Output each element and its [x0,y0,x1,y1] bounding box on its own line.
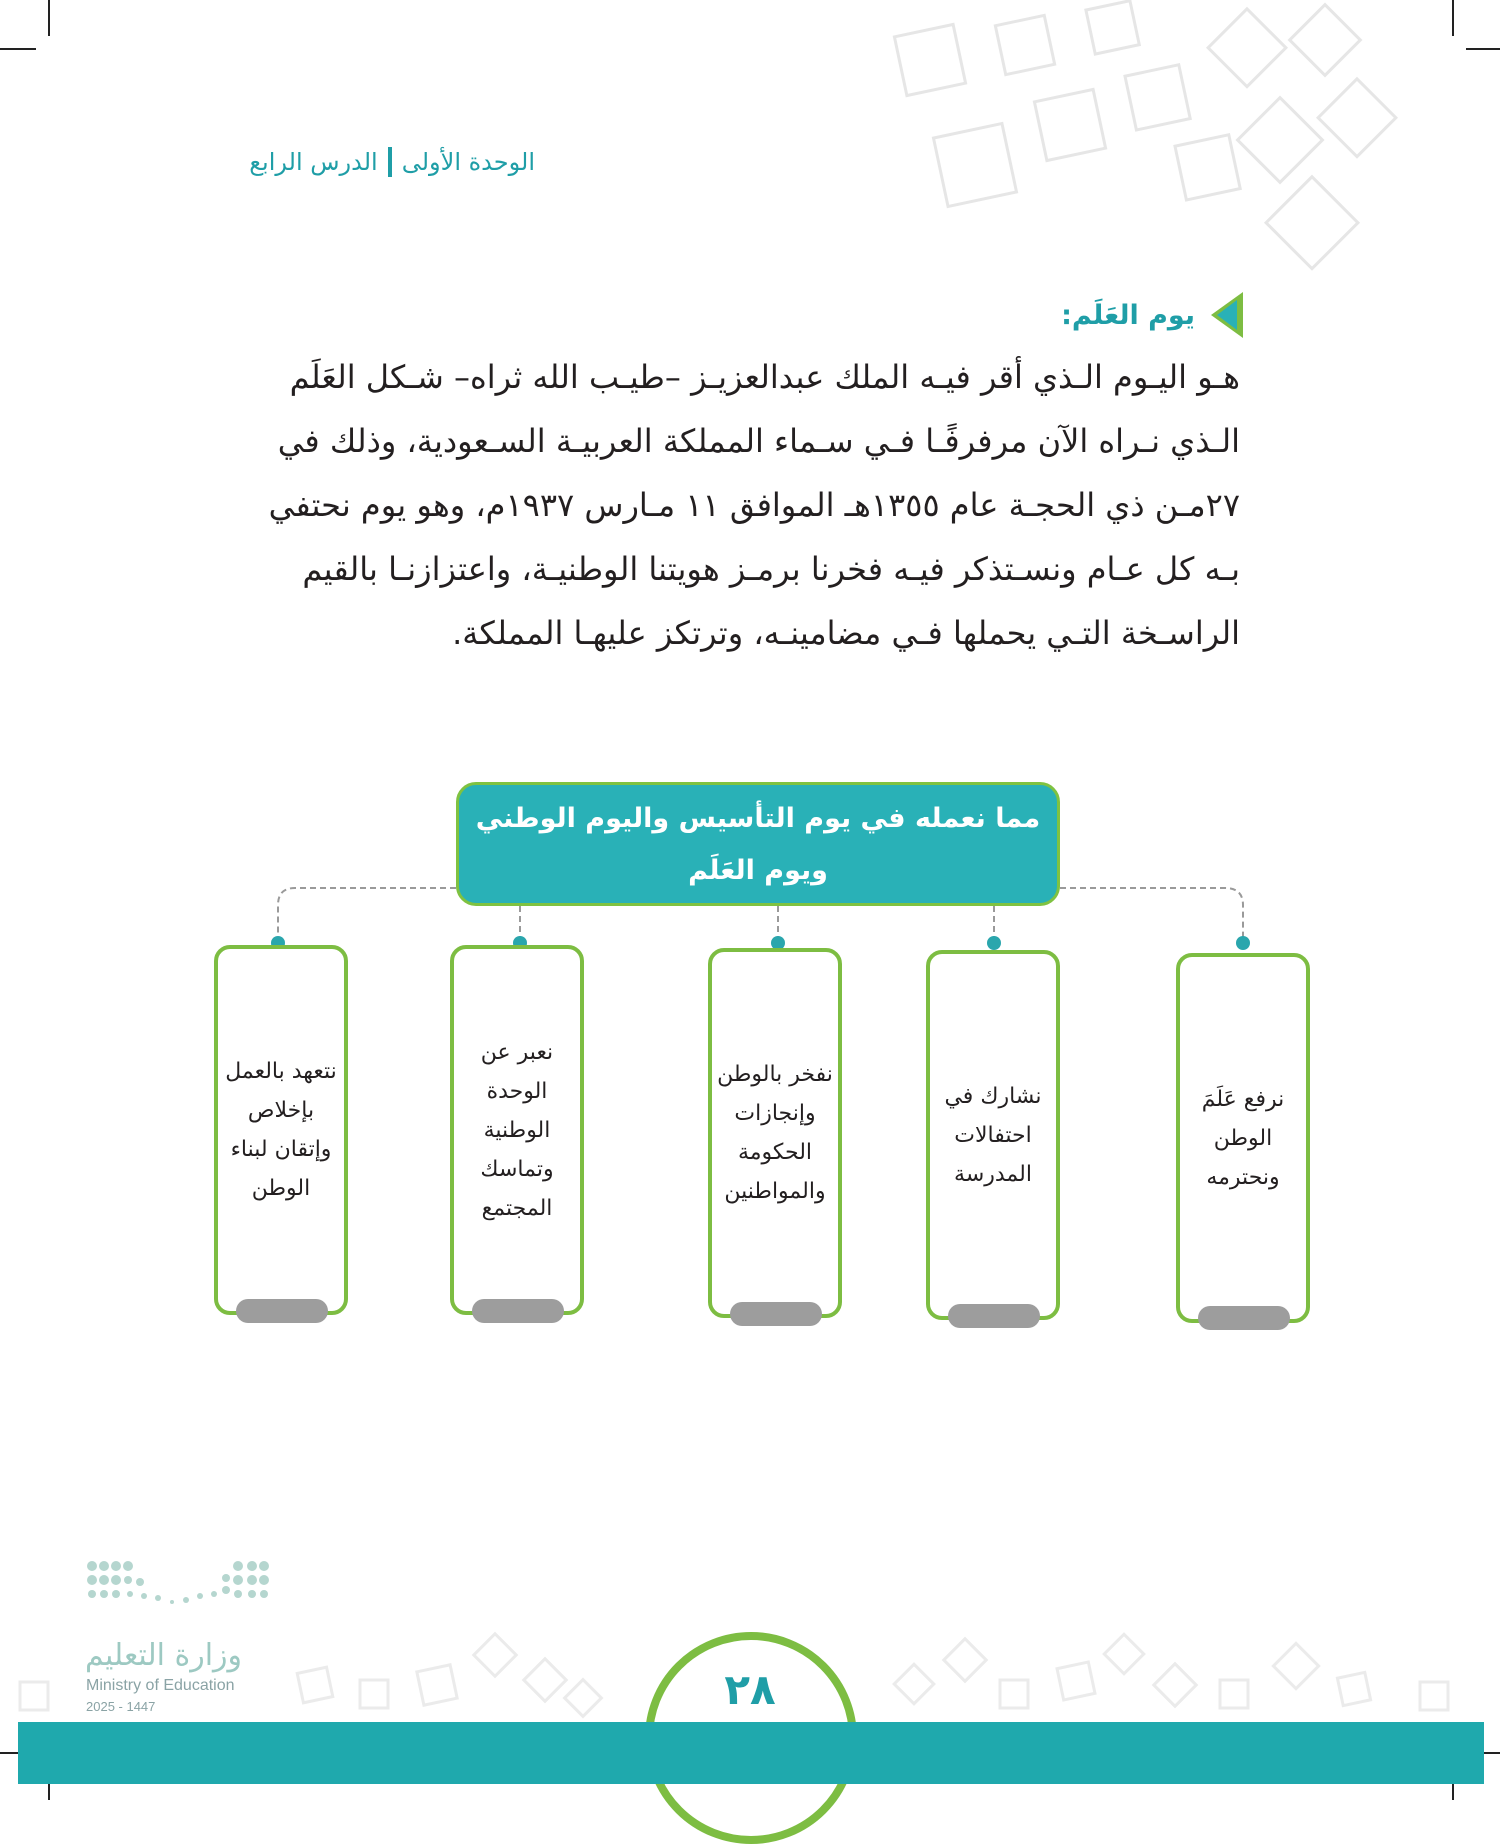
ministry-name-english: Ministry of Education [86,1677,235,1694]
card-tab [730,1302,822,1326]
lesson-label: الدرس الرابع [249,148,378,176]
paragraph-line: بـه كل عـام ونسـتذكر فيـه فخرنا برمـز هويتنا الوطنيـة، واعتزازنـا بالقيم [302,550,1240,588]
footer-band [18,1722,1484,1784]
diagram-title-line2: ويوم العَلَم [688,855,828,886]
unit-label: الوحدة الأولى [401,148,535,176]
card-text: نشارك في احتفالات المدرسة [944,1083,1042,1187]
diagram-card [708,948,842,1318]
card-text: نفخر بالوطن وإنجازات الحكومة والمواطنين [717,1062,833,1204]
card-text: نرفع عَلَمَ الوطن ونحترمه [1201,1086,1285,1190]
section-title: يوم العَلَم: [1061,299,1195,331]
ministry-name-arabic: وزارة التعليم [85,1638,243,1673]
ministry-logo-dots [86,1560,272,1612]
paragraph-line: الـذي نـراه الآن مرفرفًـا فـي سـماء المملكة العربيـة السـعودية، وذلك في [277,422,1240,460]
card-text: نتعهد بالعمل بإخلاص وإتقان لبناء الوطن [225,1059,337,1201]
connector-dot [987,936,1001,950]
diagram-card [926,950,1060,1320]
paragraph-line: هـو اليـوم الـذي أقر فيـه الملك عبدالعزيـز –طيـب الله ثراه– شـكل العَلَم [289,358,1240,396]
connector-dot [1236,936,1250,950]
paragraph-line: ٢٧مـن ذي الحجـة عام ١٣٥٥هـ الموافق ١١ مـارس ١٩٣٧م، وهو يوم نحتفي [268,486,1240,524]
card-tab [236,1299,328,1323]
card-tab [472,1299,564,1323]
diagram-title-box [456,782,1060,906]
card-tab [948,1304,1040,1328]
diagram-card [450,945,584,1315]
card-tab [1198,1306,1290,1330]
diagram-card [1176,953,1310,1323]
paragraph-line: الراسـخة التـي يحملها فـي مضامينـه، وترتكز عليهـا المملكة. [452,614,1240,652]
edition-year: 2025 - 1447 [86,1699,156,1714]
diagram-card [214,945,348,1315]
diagram-title-line1: مما نعمله في يوم التأسيس واليوم الوطني [475,803,1041,834]
page-number: ٢٨ [724,1665,776,1714]
card-text: نعبر عن الوحدة الوطنية وتماسك المجتمع [480,1039,554,1221]
